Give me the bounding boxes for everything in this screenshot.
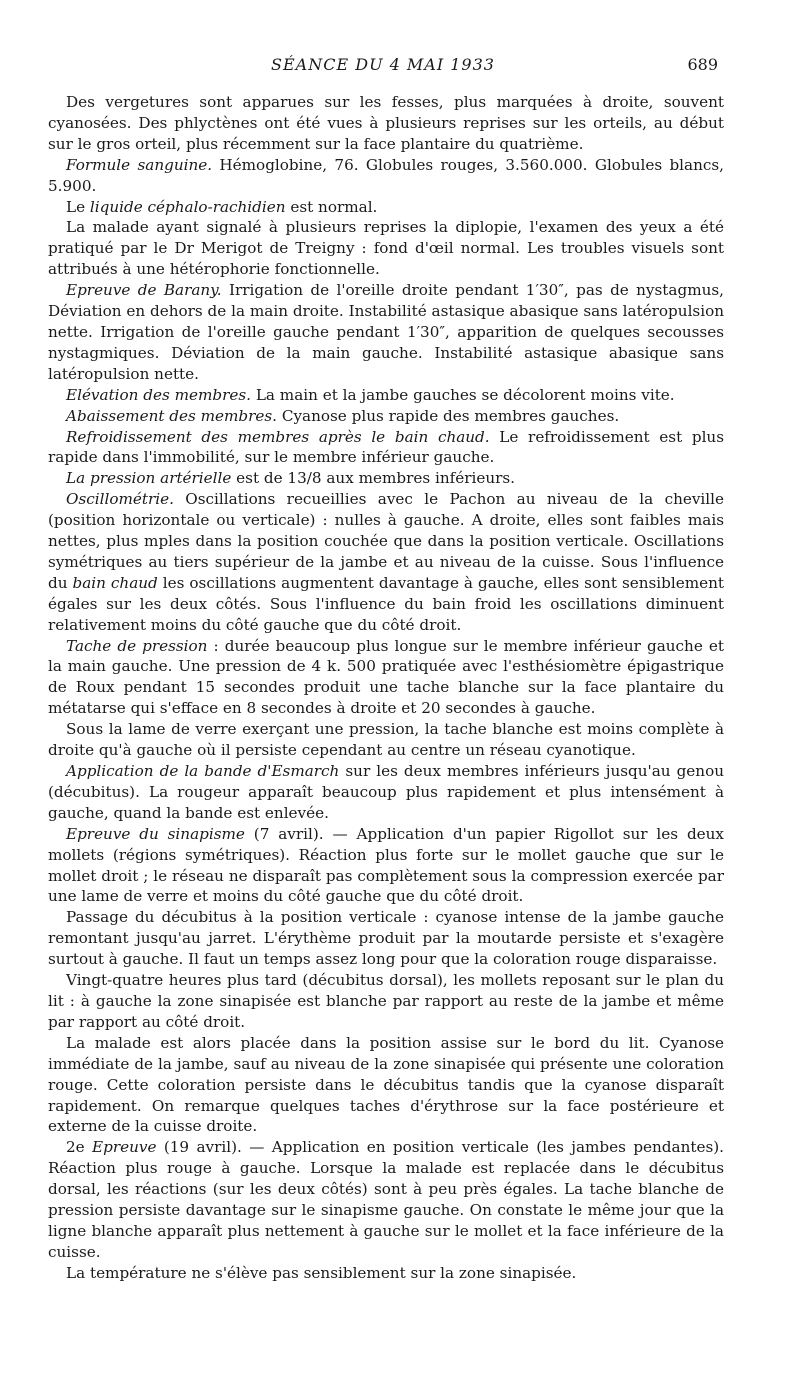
paragraph-text: (19 avril). — Application en position verticale (les jambes pendantes). Réaction plus rouge à gauche. Lorsque la malade est replacée dans le décubitus dorsal, les réactions (sur les deux côtés) sont à peu près égales. La tache blanche de pression persiste davantage sur le sinapisme gauche. On constate le même jour que la ligne blanche apparaît plus nettement à gauche sur le mollet et la face inférieure de la cuisse.	[48, 1138, 725, 1261]
paragraph-text: La malade est alors placée dans la position assise sur le bord du lit. Cyanose immédiate de la jambe, sauf au niveau de la zone sinapisée qui présente une coloration rouge. Cette coloration persiste dans le décubitus tandis que la cyanose disparaît rapidement. On remarque quelques taches d'érythrose sur la face postérieure et externe de la cuisse droite.	[48, 1033, 724, 1136]
section-label: liquide céphalo-rachidien	[89, 197, 286, 216]
section-label: La pression artérielle	[66, 469, 232, 488]
paragraph-text: Vingt-quatre heures plus tard (décubitus dorsal), les mollets reposant sur le plan du lit : à gauche la zone sinapisée est blanche par rapport au reste de la jambe et même par rapport au côté droit.	[48, 971, 724, 1031]
inline-italic: bain chaud	[72, 573, 158, 592]
paragraph	[48, 489, 724, 635]
paragraph	[48, 636, 724, 720]
paragraph-text: : durée beaucoup plus longue sur le membre inférieur gauche et la main gauche. Une pression de 4 k. 500 pratiquée avec l'esthésiomètre épigastrique de Roux pendant 15 secondes produit une tache blanche sur la face plantaire du métatarse qui s'efface en 8 secondes à droite et 20 secondes à gauche.	[48, 636, 724, 718]
paragraph-text: Le refroidissement est plus rapide dans l'immobilité, sur le membre inférieur gauche.	[48, 427, 725, 467]
paragraph	[48, 217, 724, 280]
paragraph	[48, 92, 724, 155]
paragraph-text: sur les deux membres inférieurs jusqu'au genou (décubitus). La rougeur apparaît beaucoup plus rapidement et plus intensément à gauche, quand la bande est enlevée.	[48, 762, 724, 822]
running-header	[48, 55, 718, 77]
paragraph	[48, 1263, 724, 1284]
section-label: Application de la bande d'Esmarch	[66, 762, 340, 780]
page-number: 689	[687, 55, 718, 74]
section-label: Abaissement des membres.	[66, 406, 277, 425]
section-label: Oscillométrie.	[66, 490, 174, 509]
running-title: SÉANCE DU 4 MAI 1933	[271, 55, 495, 74]
paragraph-text: est de 13/8 aux membres inférieurs.	[231, 469, 515, 488]
paragraph-text: Cyanose plus rapide des membres gauches.	[277, 406, 620, 425]
paragraph-text: est normal.	[285, 197, 378, 216]
paragraph-text: Sous la lame de verre exerçant une pression, la tache blanche est moins complète à droite qu'à gauche où il persiste cependant au centre un réseau cyanotique.	[48, 720, 724, 760]
paragraph-text: La main et la jambe gauches se décolorent moins vite.	[251, 385, 675, 404]
paragraph	[48, 970, 724, 1033]
paragraph-text-tail: les oscillations augmentent davantage à gauche, elles sont sensiblement égales sur les deux côtés. Sous l'influence du bain froid les oscillations diminuent relativement moins du côté gauche que du côté droit.	[48, 573, 724, 634]
paragraph-text: Passage du décubitus à la position verticale : cyanose intense de la jambe gauche remontant jusqu'au jarret. L'érythème produit par la moutarde persiste et s'exagère surtout à gauche. Il faut un temps assez long pour que la coloration rouge disparaisse.	[48, 908, 724, 969]
section-label: Epreuve	[92, 1138, 157, 1157]
section-label: Refroidissement des membres après le bain chaud.	[66, 427, 490, 446]
paragraph	[48, 468, 724, 489]
paragraph-text: La malade ayant signalé à plusieurs reprises la diplopie, l'examen des yeux a été pratiqué par le Dr Merigot de Treigny : fond d'œil normal. Les troubles visuels sont attribués à une hétérophorie fonctionnelle.	[48, 218, 724, 279]
paragraph	[48, 719, 724, 761]
paragraph-text: (7 avril). — Application d'un papier Rigollot sur les deux mollets (régions symétriques). Réaction plus forte sur le mollet gauche que sur le mollet droit ; le réseau ne disparaît pas complètement sous la compression exercée par une lame de verre et moins du côté gauche que du côté droit.	[48, 824, 724, 906]
section-label: Epreuve du sinapisme	[66, 824, 245, 843]
paragraph	[48, 1137, 724, 1262]
paragraph-text: Des vergetures sont apparues sur les fesses, plus marquées à droite, souvent cyanosées. Des phlyctènes ont été vues à plusieurs reprises sur les orteils, au début sur le gros orteil, plus récemment sur la face plantaire du quatrième.	[48, 93, 724, 153]
paragraph	[48, 1033, 724, 1138]
paragraph-text: Irrigation de l'oreille droite pendant 1′30″, pas de nystagmus, Déviation en dehors de la main droite. Instabilité astasique abasique sans latéropulsion nette. Irrigation de l'oreille gauche pendant 1′30″, apparition de quelques secousses nystagmiques. Déviation de la main gauche. Instabilité astasique abasique sans latéropulsion nette.	[48, 281, 724, 383]
section-label: Epreuve de Barany.	[66, 281, 222, 300]
paragraph	[48, 280, 724, 385]
paragraph	[48, 761, 724, 824]
section-label: Tache de pression	[66, 636, 208, 655]
paragraph	[48, 385, 724, 406]
paragraph	[48, 427, 724, 469]
paragraph-lead: 2e	[66, 1138, 93, 1157]
paragraph-lead: Le	[66, 197, 90, 216]
section-label: Elévation des membres.	[66, 385, 251, 404]
paragraph-text: Hémoglobine, 76. Globules rouges, 3.560.000. Globules blancs, 5.900.	[48, 155, 725, 195]
paragraph	[48, 406, 724, 427]
body-text	[48, 92, 724, 1284]
section-label: Formule sanguine.	[66, 155, 213, 174]
paragraph	[48, 197, 724, 218]
paragraph	[48, 155, 724, 197]
paragraph-text: La température ne s'élève pas sensiblement sur la zone sinapisée.	[66, 1263, 577, 1282]
paragraph-text: Oscillations recueillies avec le Pachon au niveau de la cheville (position horizontale ou verticale) : nulles à gauche. A droite, elles sont faibles mais nettes, plus mples dans la position couchée que dans la position verticale. Oscillations symétriques au tiers supérieur de la jambe et au niveau de la cuisse. Sous l'influence du	[48, 490, 724, 592]
paragraph	[48, 824, 724, 908]
paragraph	[48, 907, 724, 970]
